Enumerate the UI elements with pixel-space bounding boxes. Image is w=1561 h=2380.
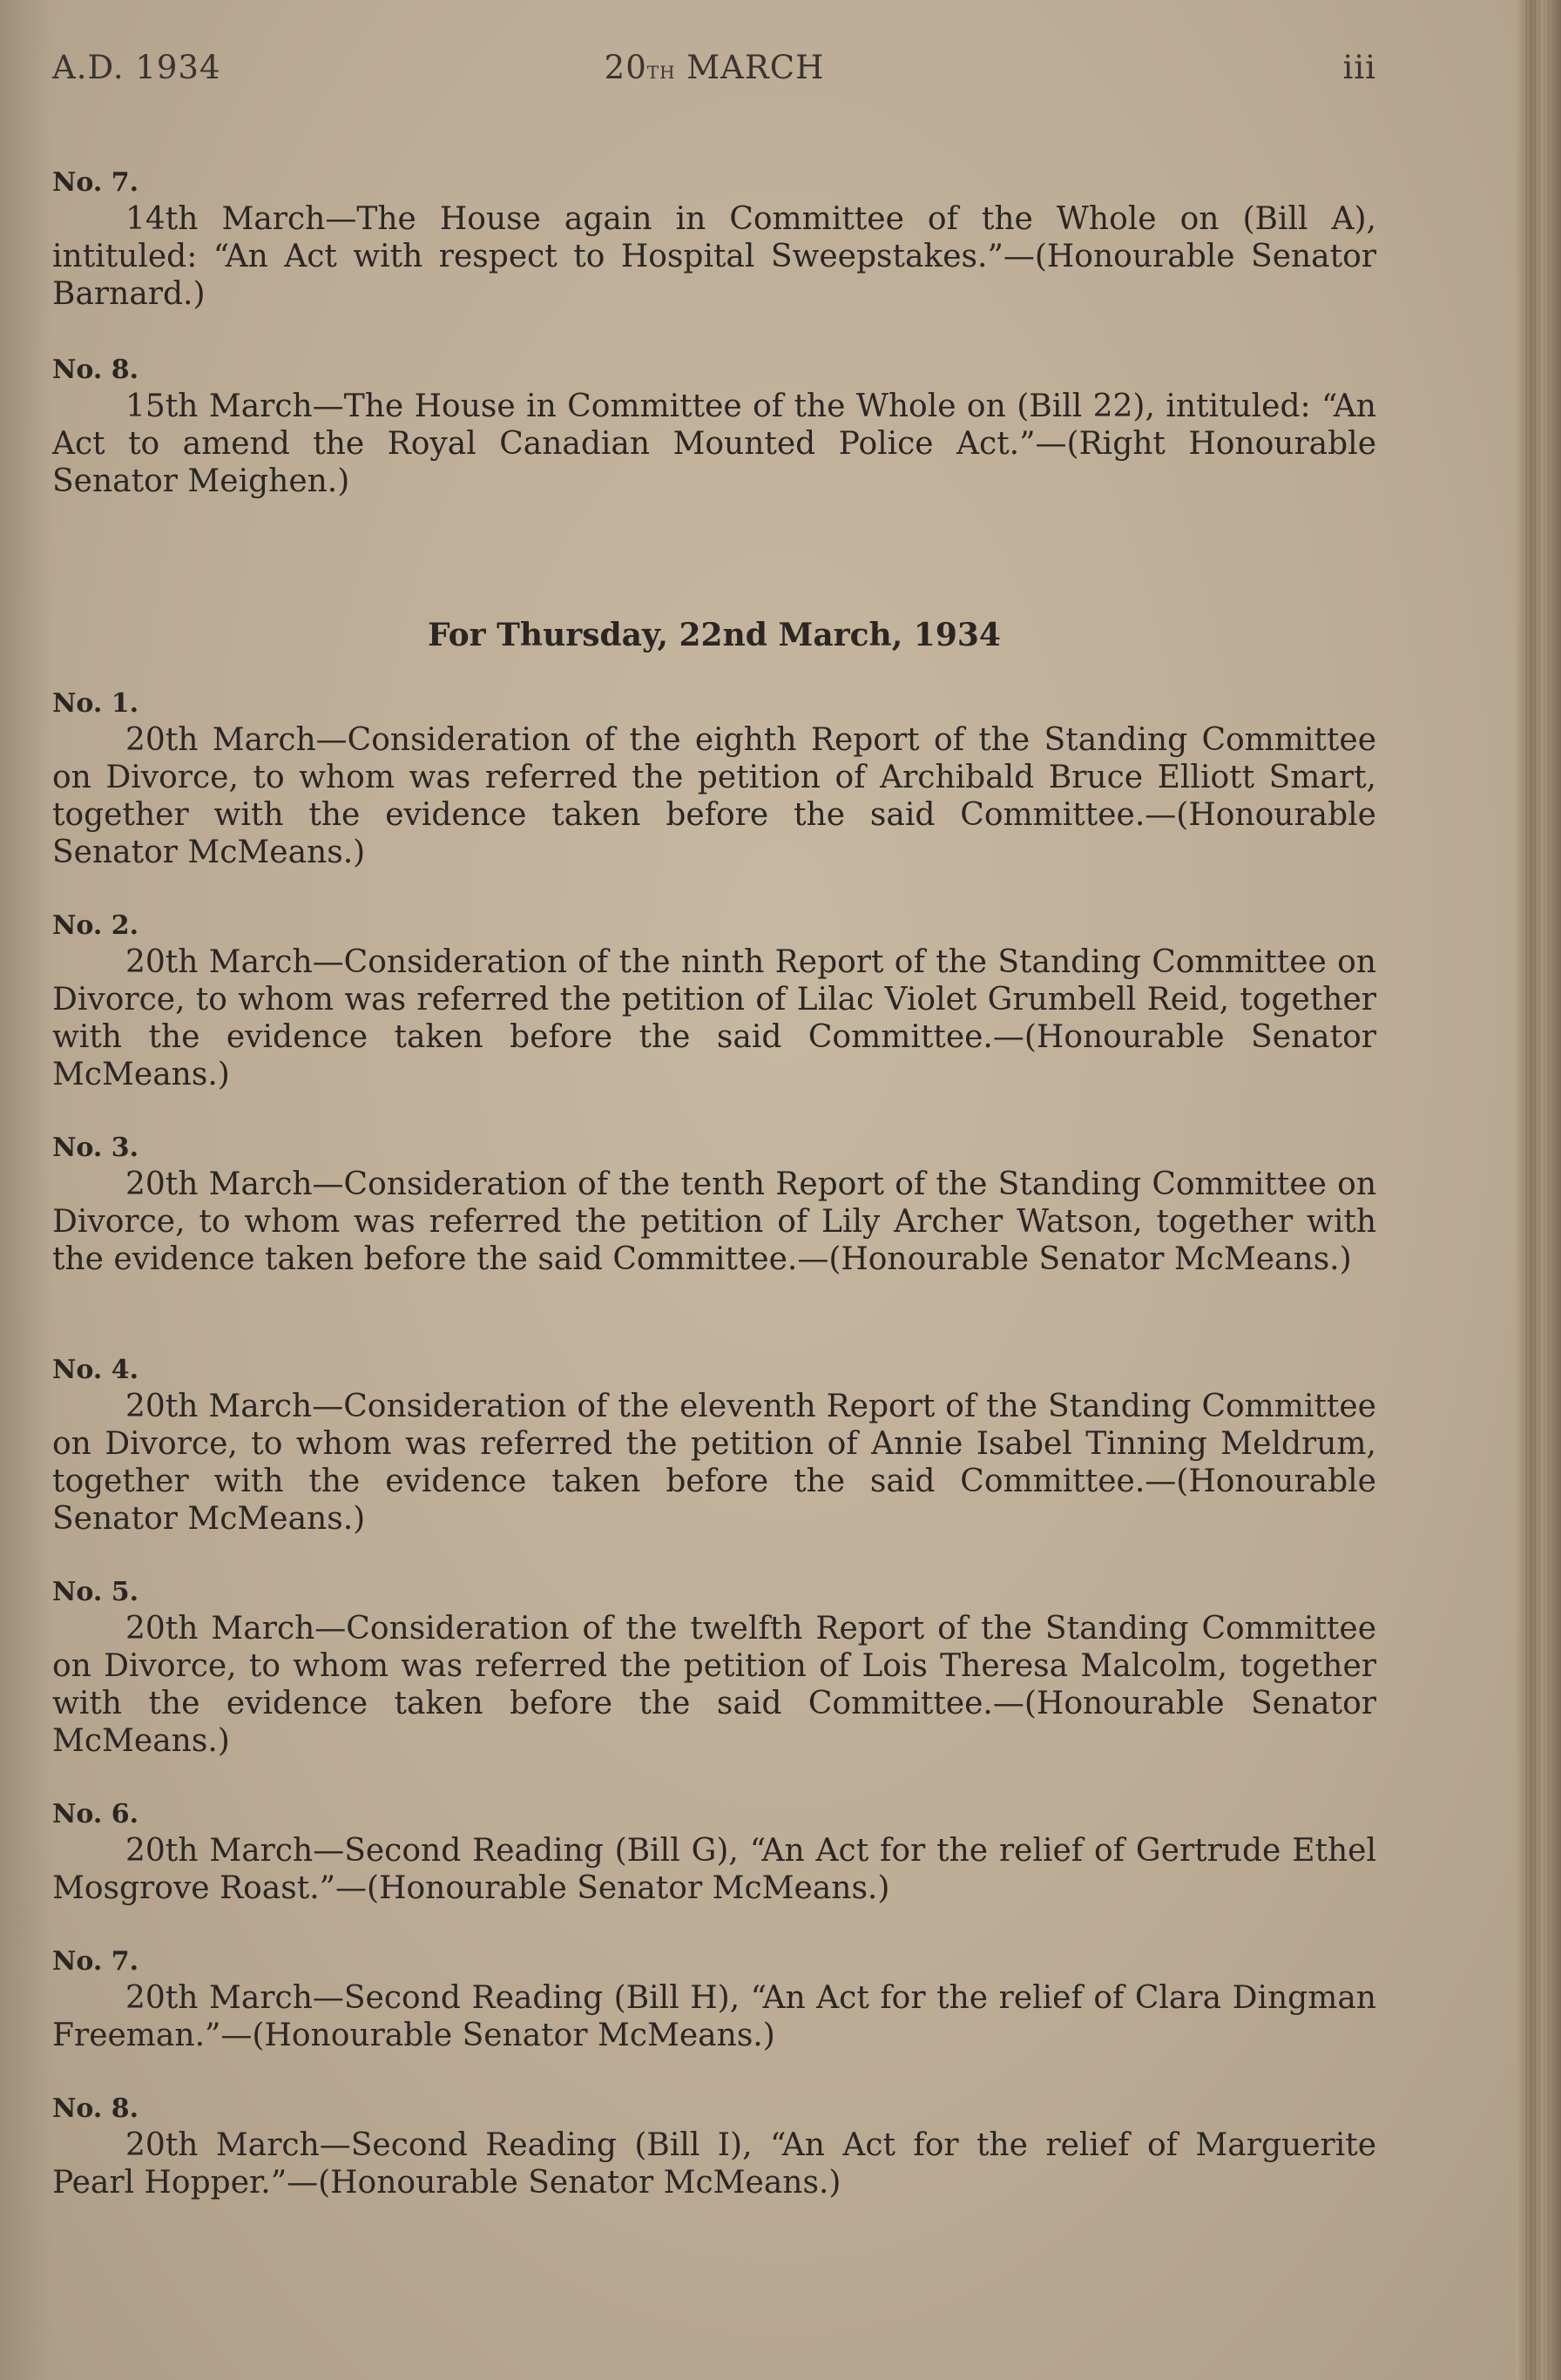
agenda-item (52, 1575, 1376, 1760)
agenda-item (52, 1797, 1376, 1907)
item-text: 20th March—Consideration of the tenth Report of the Standing Committee on Divorce, to whom was referred the petition of Lily Archer Watson, together with the evidence taken before the said Committee.—(Honourable Senator McMeans.) (52, 1166, 1376, 1277)
agenda-item (52, 909, 1376, 1093)
item-number: No. 5. (52, 1577, 139, 1607)
previous-item (52, 166, 1376, 313)
agenda-item (52, 686, 1376, 871)
previous-item (52, 353, 1376, 500)
item-text: 20th March—Second Reading (Bill H), “An Act for the relief of Clara Dingman Freeman.”—(Honourable Senator McMeans.) (52, 1980, 1376, 2053)
agenda-item (52, 1353, 1376, 1538)
item-text: 20th March—Consideration of the eleventh Report of the Standing Committee on Divorce, to whom was referred the petition of Annie Isabel Tinning Meldrum, together with the evidence taken before the said Committee.—(Honourable Senator McMeans.) (52, 1389, 1376, 1537)
item-text: 20th March—Consideration of the twelfth Report of the Standing Committee on Divorce, to whom was referred the petition of Lois Theresa Malcolm, together with the evidence taken before the said Committee.—(Honourable Senator McMeans.) (52, 1611, 1376, 1759)
item-text: 15th March—The House in Committee of the Whole on (Bill 22), intituled: “An Act to amend the Royal Canadian Mounted Police Act.”—(Right Honourable Senator Meighen.) (52, 389, 1376, 499)
item-number: No. 3. (52, 1133, 139, 1163)
running-head-month: MARCH (686, 49, 825, 86)
item-text: 20th March—Consideration of the ninth Report of the Standing Committee on Divorce, to whom was referred the petition of Lilac Violet Grumbell Reid, together with the evidence taken before the said Committee.—(Honourable Senator McMeans.) (52, 944, 1376, 1092)
page-number: iii (1342, 49, 1376, 86)
item-number: No. 2. (52, 910, 139, 941)
running-head-day-suffix: th (646, 56, 676, 85)
item-number: No. 4. (52, 1355, 139, 1385)
agenda-item (52, 1944, 1376, 2054)
item-text: 20th March—Consideration of the eighth Report of the Standing Committee on Divorce, to whom was referred the petition of Archibald Bruce Elliott Smart, together with the evidence taken before the said Committee.—(Honourable Senator McMeans.) (52, 722, 1376, 870)
page-gutter-shadow (0, 0, 52, 2380)
item-text: 20th March—Second Reading (Bill G), “An Act for the relief of Gertrude Ethel Mosgrove Roast.”—(Honourable Senator McMeans.) (52, 1833, 1376, 1906)
item-text: 20th March—Second Reading (Bill I), “An Act for the relief of Marguerite Pearl Hopper.”—(Honourable Senator McMeans.) (52, 2127, 1376, 2201)
item-text: 14th March—The House again in Committee of the Whole on (Bill A), intituled: “An Act with respect to Hospital Sweepstakes.”—(Honourable Senator Barnard.) (52, 201, 1376, 312)
item-number: No. 7. (52, 167, 139, 198)
running-head (52, 49, 1376, 92)
running-head-year: A.D. 1934 (52, 49, 221, 86)
running-head-date (52, 49, 1376, 86)
agenda-item (52, 2092, 1376, 2201)
page-edge-lines (1526, 0, 1552, 2380)
item-number: No. 8. (52, 355, 139, 385)
item-number: No. 1. (52, 688, 139, 719)
item-number: No. 8. (52, 2093, 139, 2124)
agenda-item (52, 1131, 1376, 1278)
item-number: No. 7. (52, 1946, 139, 1977)
section-heading: For Thursday, 22nd March, 1934 (428, 617, 1001, 653)
item-number: No. 6. (52, 1799, 139, 1829)
running-head-day: 20 (604, 49, 647, 86)
